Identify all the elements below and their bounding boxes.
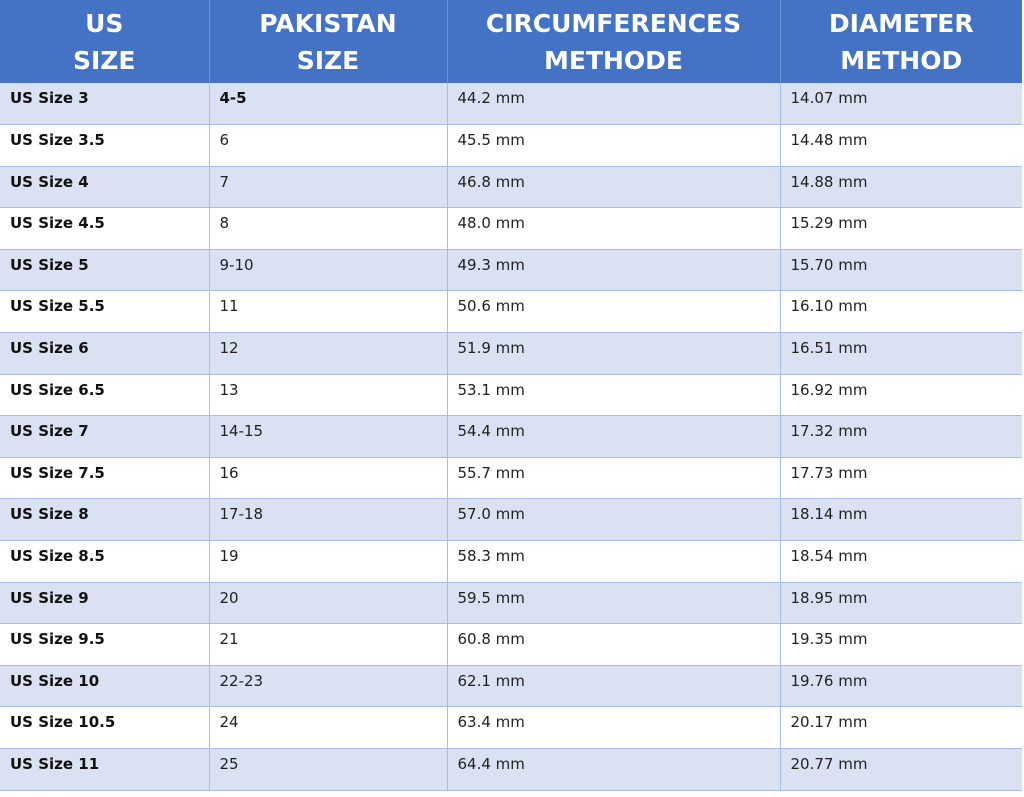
pakistan-size-cell: 21 (209, 624, 447, 666)
circumference-cell: 53.1 mm (447, 374, 780, 416)
header-line: CIRCUMFERENCES (485, 8, 742, 38)
us-size-cell: US Size 5.5 (0, 291, 209, 333)
table-row (0, 333, 1022, 375)
circumference-cell: 44.2 mm (447, 83, 780, 125)
table-row (0, 374, 1022, 416)
circumference-cell: 55.7 mm (447, 457, 780, 499)
circumference-cell: 45.5 mm (447, 125, 780, 167)
header-line: US (85, 8, 124, 38)
pakistan-size-cell: 12 (209, 333, 447, 375)
us-size-cell: US Size 10 (0, 665, 209, 707)
table-row (0, 416, 1022, 458)
table-row (0, 749, 1022, 791)
pakistan-size-cell: 19 (209, 541, 447, 583)
pakistan-size-cell: 11 (209, 291, 447, 333)
header-us-size (0, 0, 209, 83)
header-row (0, 0, 1022, 83)
us-size-cell: US Size 3.5 (0, 125, 209, 167)
us-size-cell: US Size 4.5 (0, 208, 209, 250)
pakistan-size-cell: 14-15 (209, 416, 447, 458)
header-line: DIAMETER (828, 8, 974, 38)
us-size-cell: US Size 9 (0, 582, 209, 624)
pakistan-size-cell: 17-18 (209, 499, 447, 541)
header-pakistan-size (209, 0, 447, 83)
circumference-cell: 60.8 mm (447, 624, 780, 666)
table-row (0, 624, 1022, 666)
diameter-cell: 20.77 mm (780, 749, 1022, 791)
table-row (0, 125, 1022, 167)
us-size-cell: US Size 8 (0, 499, 209, 541)
header-line: SIZE (296, 45, 360, 75)
diameter-cell: 17.32 mm (780, 416, 1022, 458)
us-size-cell: US Size 8.5 (0, 541, 209, 583)
diameter-cell: 17.73 mm (780, 457, 1022, 499)
diameter-cell: 14.48 mm (780, 125, 1022, 167)
us-size-cell: US Size 9.5 (0, 624, 209, 666)
pakistan-size-cell: 13 (209, 374, 447, 416)
table-body (0, 83, 1022, 790)
diameter-cell: 14.88 mm (780, 166, 1022, 208)
circumference-cell: 62.1 mm (447, 665, 780, 707)
table-row (0, 291, 1022, 333)
pakistan-size-cell: 6 (209, 125, 447, 167)
diameter-cell: 18.95 mm (780, 582, 1022, 624)
us-size-cell: US Size 10.5 (0, 707, 209, 749)
us-size-cell: US Size 6.5 (0, 374, 209, 416)
circumference-cell: 46.8 mm (447, 166, 780, 208)
diameter-cell: 15.29 mm (780, 208, 1022, 250)
diameter-cell: 19.35 mm (780, 624, 1022, 666)
table-row (0, 541, 1022, 583)
circumference-cell: 51.9 mm (447, 333, 780, 375)
circumference-cell: 48.0 mm (447, 208, 780, 250)
diameter-cell: 16.92 mm (780, 374, 1022, 416)
pakistan-size-cell: 7 (209, 166, 447, 208)
header-line: PAKISTAN (259, 8, 397, 38)
diameter-cell: 19.76 mm (780, 665, 1022, 707)
pakistan-size-cell: 8 (209, 208, 447, 250)
diameter-cell: 18.54 mm (780, 541, 1022, 583)
table-row (0, 665, 1022, 707)
circumference-cell: 63.4 mm (447, 707, 780, 749)
table-header (0, 0, 1022, 83)
us-size-cell: US Size 3 (0, 83, 209, 125)
pakistan-size-cell: 16 (209, 457, 447, 499)
pakistan-size-cell: 22-23 (209, 665, 447, 707)
table-row (0, 457, 1022, 499)
circumference-cell: 50.6 mm (447, 291, 780, 333)
us-size-cell: US Size 11 (0, 749, 209, 791)
table-row (0, 208, 1022, 250)
pakistan-size-cell: 25 (209, 749, 447, 791)
circumference-cell: 54.4 mm (447, 416, 780, 458)
diameter-cell: 16.10 mm (780, 291, 1022, 333)
pakistan-size-cell: 20 (209, 582, 447, 624)
pakistan-size-cell: 9-10 (209, 249, 447, 291)
header-circumference-method (447, 0, 780, 83)
us-size-cell: US Size 7 (0, 416, 209, 458)
diameter-cell: 15.70 mm (780, 249, 1022, 291)
table-row (0, 166, 1022, 208)
diameter-cell: 16.51 mm (780, 333, 1022, 375)
diameter-cell: 18.14 mm (780, 499, 1022, 541)
circumference-cell: 64.4 mm (447, 749, 780, 791)
us-size-cell: US Size 6 (0, 333, 209, 375)
pakistan-size-cell: 24 (209, 707, 447, 749)
header-line: SIZE (72, 45, 136, 75)
table-row (0, 707, 1022, 749)
table-row (0, 83, 1022, 125)
table-row (0, 499, 1022, 541)
pakistan-size-cell: 4-5 (209, 83, 447, 125)
header-line: METHODE (543, 45, 683, 75)
table-row (0, 582, 1022, 624)
us-size-cell: US Size 4 (0, 166, 209, 208)
header-line: METHOD (840, 45, 963, 75)
circumference-cell: 58.3 mm (447, 541, 780, 583)
circumference-cell: 49.3 mm (447, 249, 780, 291)
diameter-cell: 14.07 mm (780, 83, 1022, 125)
circumference-cell: 59.5 mm (447, 582, 780, 624)
diameter-cell: 20.17 mm (780, 707, 1022, 749)
us-size-cell: US Size 5 (0, 249, 209, 291)
header-diameter-method (780, 0, 1022, 83)
circumference-cell: 57.0 mm (447, 499, 780, 541)
us-size-cell: US Size 7.5 (0, 457, 209, 499)
table-row (0, 249, 1022, 291)
